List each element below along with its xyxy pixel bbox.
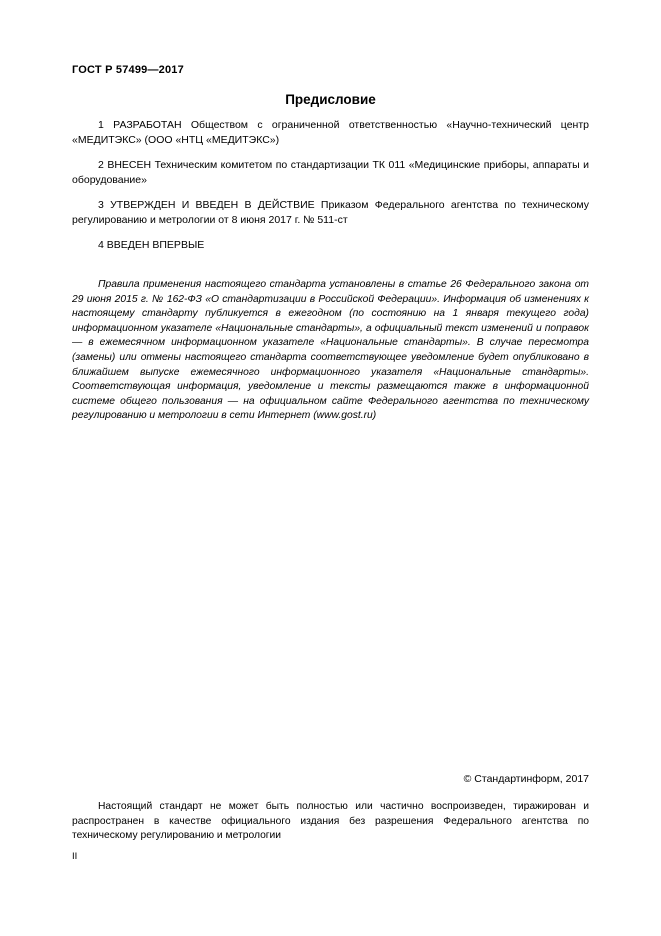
standard-number: ГОСТ Р 57499—2017 [72,64,184,76]
clause-item: 1 РАЗРАБОТАН Обществом с ограниченной ответственностью «Научно-технический центр «МЕДИТЭКС» (ООО «НТЦ «МЕДИТЭКС») [72,119,589,146]
reproduction-disclaimer: Настоящий стандарт не может быть полностью или частично воспроизведен, тиражирован и распространен в качестве официального издания без разрешения Федерального агентства по техническому регулированию и метрологии [72,801,589,841]
clause-item: 3 УТВЕРЖДЕН И ВВЕДЕН В ДЕЙСТВИЕ Приказом Федерального агентства по техническому регулированию и метрологии от 8 июня 2017 г. № 511-ст [72,199,589,226]
clause-item: 2 ВНЕСЕН Техническим комитетом по стандартизации ТК 011 «Медицинские приборы, аппараты и оборудование» [72,159,589,186]
page-number: II [72,851,78,862]
page-title: Предисловие [285,92,376,107]
clause-list [72,118,589,264]
clause-item: 4 ВВЕДЕН ВПЕРВЫЕ [98,239,205,251]
copyright-line: © Стандартинформ, 2017 [463,773,589,785]
application-rules-note: Правила применения настоящего стандарта установлены в статье 26 Федерального закона от 29 июня 2015 г. № 162-ФЗ «О стандартизации в Российской Федерации». Информация об изменениях к настоящему стандарту публикуется в ежегодном (по состоянию на 1 января текущего года) информационном указателе «Национальные стандарты», а официальный текст изменений и поправок — в ежемесячном информационном указателе «Национальные стандарты». В случае пересмотра (замены) или отмены настоящего стандарта соответствующее уведомление будет опубликовано в ближайшем выпуске ежемесячного информационного указателя «Национальные стандарты». Соответствующая информация, уведомление и тексты размещаются также в информационной системе общего пользования — на официальном сайте Федерального агентства по техническому регулированию и метрологии в сети Интернет (www.gost.ru) [72,279,589,422]
